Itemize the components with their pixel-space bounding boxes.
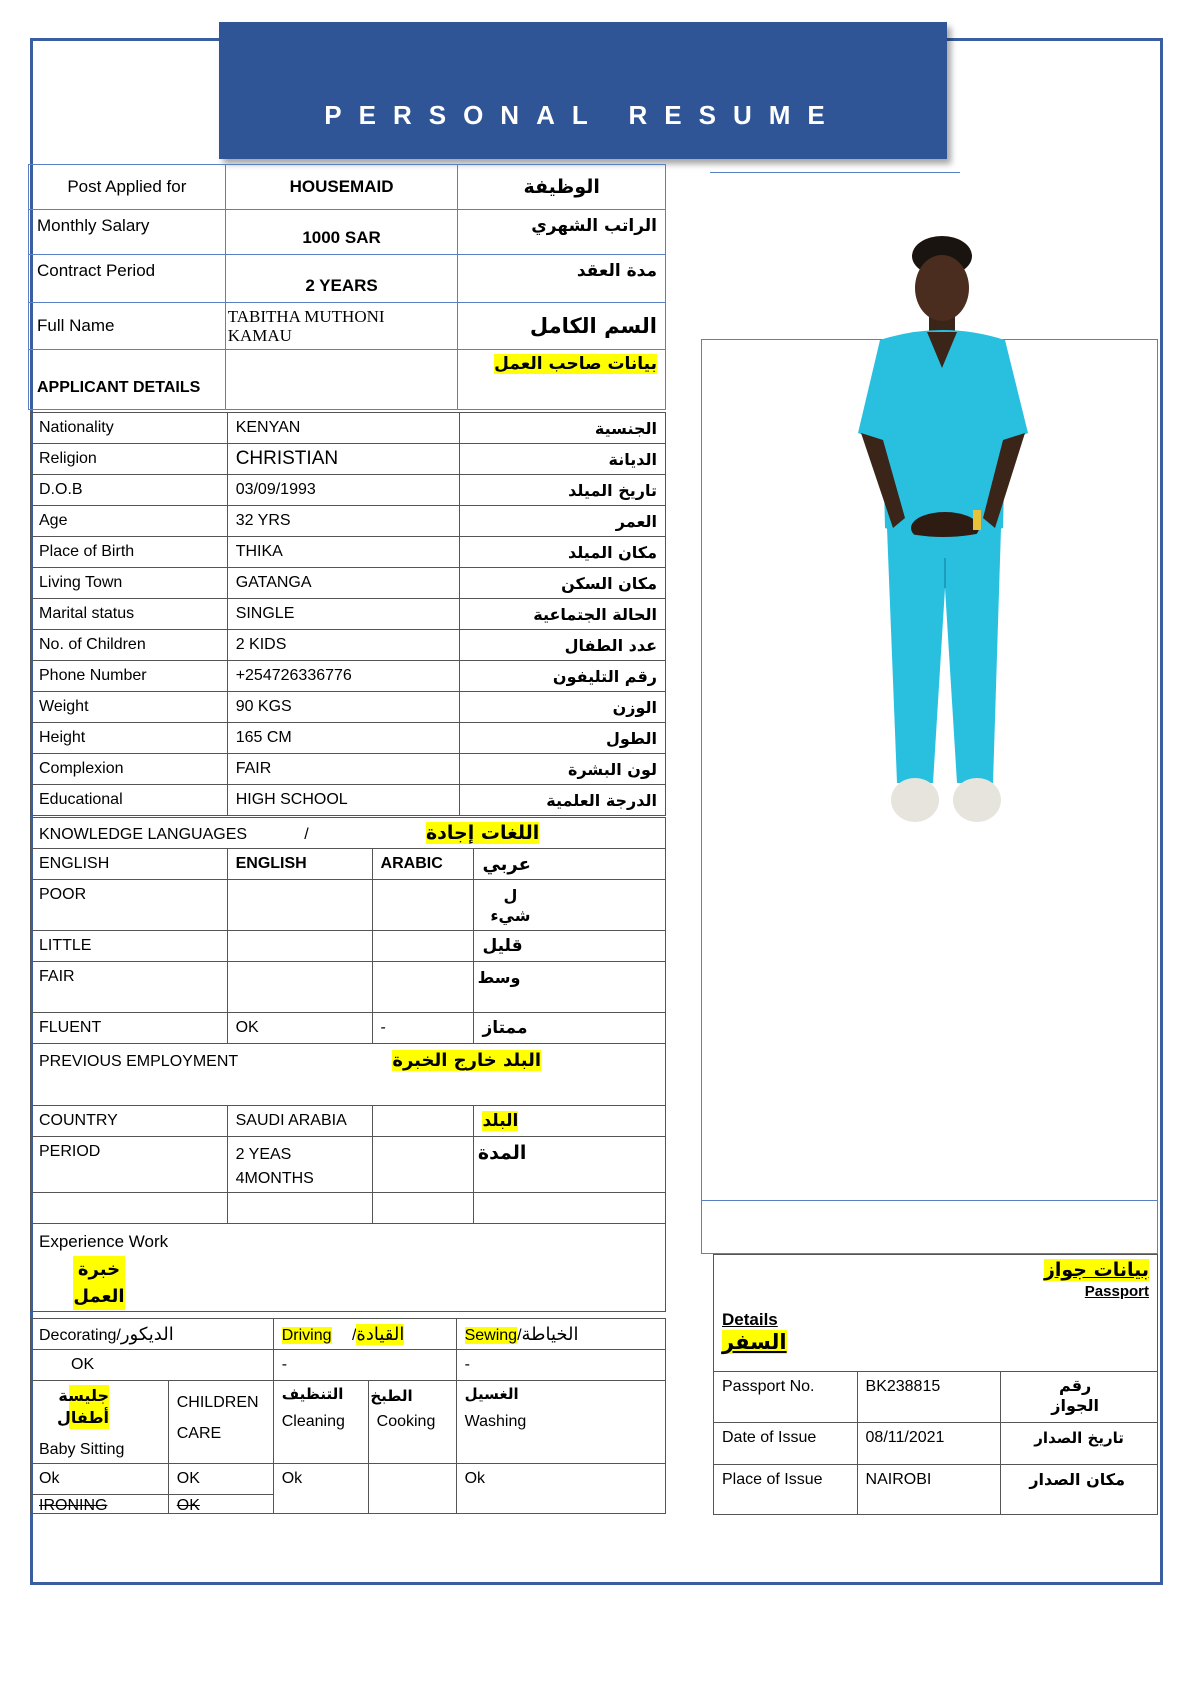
lang-fair-english <box>227 962 372 1013</box>
detail-value: GATANGA <box>227 568 460 599</box>
country-ar: البلد <box>482 1111 519 1131</box>
detail-ar: الحالة الجتماعية <box>460 599 666 630</box>
children-care: CHILDREN CARE <box>168 1381 273 1464</box>
detail-value: +254726336776 <box>227 661 460 692</box>
sewing-ar: الخياطة <box>521 1323 579 1345</box>
period-blank <box>372 1137 474 1193</box>
name-value: TABITHA MUTHONI KAMAU <box>225 303 458 350</box>
divider-line <box>710 172 960 173</box>
passport-place-ar-cell <box>1001 1465 1158 1515</box>
babysit-label: Baby Sitting <box>39 1441 125 1458</box>
employment-title: PREVIOUS EMPLOYMENT <box>39 1053 238 1070</box>
detail-row <box>31 537 666 568</box>
country-label: COUNTRY <box>31 1106 228 1137</box>
languages-table <box>30 817 666 1312</box>
lang-level-poor: POOR <box>31 880 228 931</box>
lang-poor-arabic <box>372 880 474 931</box>
passport-no-label: Passport No. <box>714 1372 858 1423</box>
detail-value: THIKA <box>227 537 460 568</box>
page-title: PERSONAL RESUME <box>324 100 842 130</box>
detail-label: Weight <box>31 692 228 723</box>
post-ar: الوظيفة <box>458 165 666 210</box>
salary-ar: الراتب الشهري <box>458 210 666 255</box>
detail-ar: لون البشرة <box>460 754 666 785</box>
languages-title: KNOWLEDGE LANGUAGES <box>39 826 248 843</box>
details-table <box>30 412 666 816</box>
contract-ar: مدة العقد <box>458 255 666 303</box>
applicant-ar: بيانات صاحب العمل <box>494 354 657 374</box>
cleaning-cell <box>273 1381 368 1464</box>
passport-place-value: NAIROBI <box>857 1465 1001 1515</box>
detail-label: Age <box>31 506 228 537</box>
children-care-value: OK <box>168 1464 273 1495</box>
detail-label: No. of Children <box>31 630 228 661</box>
lang-fluent-ar: ممتاز <box>474 1013 666 1044</box>
passport-title-en: Passport <box>1084 1283 1149 1300</box>
passport-place-label: Place of Issue <box>714 1465 858 1515</box>
applicant-ar-cell <box>458 350 666 410</box>
detail-ar: تاريخ الميلد <box>460 475 666 506</box>
lang-poor-ar: ل شيء <box>490 886 531 925</box>
driving-cell <box>273 1319 456 1350</box>
detail-value: 32 YRS <box>227 506 460 537</box>
lang-poor-english <box>227 880 372 931</box>
lang-fair-ar-cell <box>474 962 666 1013</box>
cooking-ar: الطبخ <box>370 1387 413 1405</box>
languages-title-cell <box>31 818 666 849</box>
languages-slash: / <box>304 826 309 843</box>
passport-no-ar: رقم الجواز <box>1051 1376 1100 1415</box>
applicant-blank <box>225 350 458 410</box>
lang-fluent-english: OK <box>227 1013 372 1044</box>
country-ar-cell <box>474 1106 666 1137</box>
period-label: PERIOD <box>31 1137 228 1193</box>
detail-row <box>31 475 666 506</box>
detail-ar: عدد الطفال <box>460 630 666 661</box>
detail-label: Height <box>31 723 228 754</box>
detail-row <box>31 754 666 785</box>
passport-place-ar: مكان الصدار <box>1029 1470 1125 1489</box>
lang-little-english <box>227 931 372 962</box>
detail-value: 165 CM <box>227 723 460 754</box>
empty-cell-2 <box>227 1193 372 1224</box>
passport-details-ar: السفر <box>722 1330 787 1354</box>
sewing-label: Sewing <box>464 1326 518 1344</box>
driving-label: Driving <box>281 1326 332 1344</box>
passport-no-value: BK238815 <box>857 1372 1001 1423</box>
detail-value: SINGLE <box>227 599 460 630</box>
period-ar: المدة <box>477 1142 527 1164</box>
detail-value: 03/09/1993 <box>227 475 460 506</box>
face <box>915 255 969 321</box>
contract-value: 2 YEARS <box>225 255 458 303</box>
detail-value: CHRISTIAN <box>227 444 460 475</box>
detail-ar: الجنسية <box>460 413 666 444</box>
cleaning-label: Cleaning <box>281 1413 345 1430</box>
applicant-photo <box>835 228 1050 840</box>
detail-ar: الديانة <box>460 444 666 475</box>
detail-row <box>31 630 666 661</box>
driving-ar: القيادة <box>356 1323 405 1345</box>
lang-poor-ar-cell <box>474 880 666 931</box>
employment-title-ar: البلد خارج الخبرة <box>392 1050 542 1071</box>
skills-table <box>30 1318 666 1514</box>
detail-row <box>31 661 666 692</box>
ironing-label: IRONING <box>31 1495 169 1514</box>
detail-value: 90 KGS <box>227 692 460 723</box>
name-ar: السم الكامل <box>458 303 666 350</box>
detail-ar: مكان الميلد <box>460 537 666 568</box>
lang-fluent-arabic: - <box>372 1013 474 1044</box>
washing-cell <box>456 1381 665 1464</box>
passport-table <box>713 1254 1158 1515</box>
passport-issue-value: 08/11/2021 <box>857 1423 1001 1465</box>
driving-sep: / <box>351 1326 357 1344</box>
period-value-1: 2 YEAS <box>235 1146 292 1163</box>
passport-issue-ar: تاريخ الصدار <box>1001 1423 1158 1465</box>
lang-level-fluent: FLUENT <box>31 1013 228 1044</box>
decorating-label: Decorating/ <box>39 1326 121 1344</box>
passport-details: Details <box>722 1310 778 1329</box>
detail-value: KENYAN <box>227 413 460 444</box>
decorating-ar: الديكور <box>120 1323 174 1345</box>
detail-label: Educational <box>31 785 228 816</box>
post-label: Post Applied for <box>29 165 226 210</box>
sewing-cell <box>456 1319 665 1350</box>
period-value-cell <box>227 1137 372 1193</box>
passport-title-ar: بيانات جواز <box>1043 1259 1149 1281</box>
driving-value: - <box>273 1350 456 1381</box>
washing-label: Washing <box>464 1413 527 1430</box>
employment-title-cell <box>31 1044 666 1106</box>
right-shoe <box>953 778 1001 822</box>
salary-value: 1000 SAR <box>225 210 458 255</box>
sewing-value: - <box>456 1350 665 1381</box>
passport-details-ar-row <box>722 1330 1149 1354</box>
lang-fair-arabic <box>372 962 474 1013</box>
lang-head-english: ENGLISH <box>227 849 372 880</box>
lang-level-little: LITTLE <box>31 931 228 962</box>
detail-ar: رقم التليفون <box>460 661 666 692</box>
contract-label: Contract Period <box>29 255 226 303</box>
ironing-value: OK <box>168 1495 273 1514</box>
cleaning-value: Ok <box>273 1464 368 1514</box>
lang-little-ar: قليل <box>474 931 666 962</box>
detail-label: Nationality <box>31 413 228 444</box>
detail-row <box>31 692 666 723</box>
cleaning-ar: التنظيف <box>281 1385 344 1403</box>
job-table <box>28 164 666 410</box>
empty-cell-4 <box>474 1193 666 1224</box>
cooking-value <box>368 1464 456 1514</box>
passport-no-ar-cell <box>1001 1372 1158 1423</box>
cooking-cell <box>368 1381 456 1464</box>
detail-label: Religion <box>31 444 228 475</box>
detail-label: Place of Birth <box>31 537 228 568</box>
detail-ar: الطول <box>460 723 666 754</box>
cooking-label: Cooking <box>376 1413 436 1430</box>
detail-label: Complexion <box>31 754 228 785</box>
detail-label: Living Town <box>31 568 228 599</box>
passport-title-cell <box>714 1255 1158 1372</box>
salary-label: Monthly Salary <box>29 210 226 255</box>
detail-value: HIGH SCHOOL <box>227 785 460 816</box>
post-value: HOUSEMAID <box>225 165 458 210</box>
languages-title-ar: اللغات إجادة <box>425 822 540 844</box>
period-ar-cell <box>474 1137 666 1193</box>
detail-ar: مكان السكن <box>460 568 666 599</box>
photo-divider <box>702 1200 1157 1201</box>
detail-label: D.O.B <box>31 475 228 506</box>
detail-ar: الوزن <box>460 692 666 723</box>
detail-value: 2 KIDS <box>227 630 460 661</box>
country-value: SAUDI ARABIA <box>227 1106 372 1137</box>
lang-head-ar: عربي <box>474 849 666 880</box>
washing-value: Ok <box>456 1464 665 1514</box>
sewing-sep: / <box>517 1326 522 1344</box>
lang-level-fair: FAIR <box>31 962 228 1013</box>
detail-row <box>31 506 666 537</box>
lang-head-arabic: ARABIC <box>372 849 474 880</box>
detail-label: Phone Number <box>31 661 228 692</box>
detail-row <box>31 444 666 475</box>
babysit-value: Ok <box>31 1464 169 1495</box>
applicant-label: APPLICANT DETAILS <box>29 350 226 410</box>
passport-issue-label: Date of Issue <box>714 1423 858 1465</box>
babysit-cell <box>31 1381 169 1464</box>
period-value-2: 4MONTHS <box>235 1170 314 1187</box>
detail-label: Marital status <box>31 599 228 630</box>
detail-row <box>31 568 666 599</box>
experience-title-ar: خبرة العمل <box>73 1256 125 1310</box>
experience-title-cell <box>31 1224 666 1312</box>
detail-row <box>31 413 666 444</box>
decorating-cell <box>31 1319 274 1350</box>
country-blank <box>372 1106 474 1137</box>
empty-cell-1 <box>31 1193 228 1224</box>
left-shoe <box>891 778 939 822</box>
babysit-ar: جليسة أطفال <box>57 1386 109 1427</box>
lang-head-1: ENGLISH <box>31 849 228 880</box>
title-banner <box>219 22 947 159</box>
detail-ar: العمر <box>460 506 666 537</box>
empty-cell-3 <box>372 1193 474 1224</box>
bracelet <box>973 510 981 530</box>
detail-row <box>31 599 666 630</box>
passport-title-ar-row <box>722 1259 1149 1281</box>
decorating-value: OK <box>31 1350 274 1381</box>
washing-ar: الغسيل <box>464 1385 519 1403</box>
detail-row <box>31 723 666 754</box>
detail-value: FAIR <box>227 754 460 785</box>
lang-fair-ar: وسط <box>477 968 521 987</box>
detail-ar: الدرجة العلمية <box>460 785 666 816</box>
experience-title: Experience Work <box>39 1232 169 1251</box>
name-label: Full Name <box>29 303 226 350</box>
detail-row <box>31 785 666 816</box>
lang-little-arabic <box>372 931 474 962</box>
